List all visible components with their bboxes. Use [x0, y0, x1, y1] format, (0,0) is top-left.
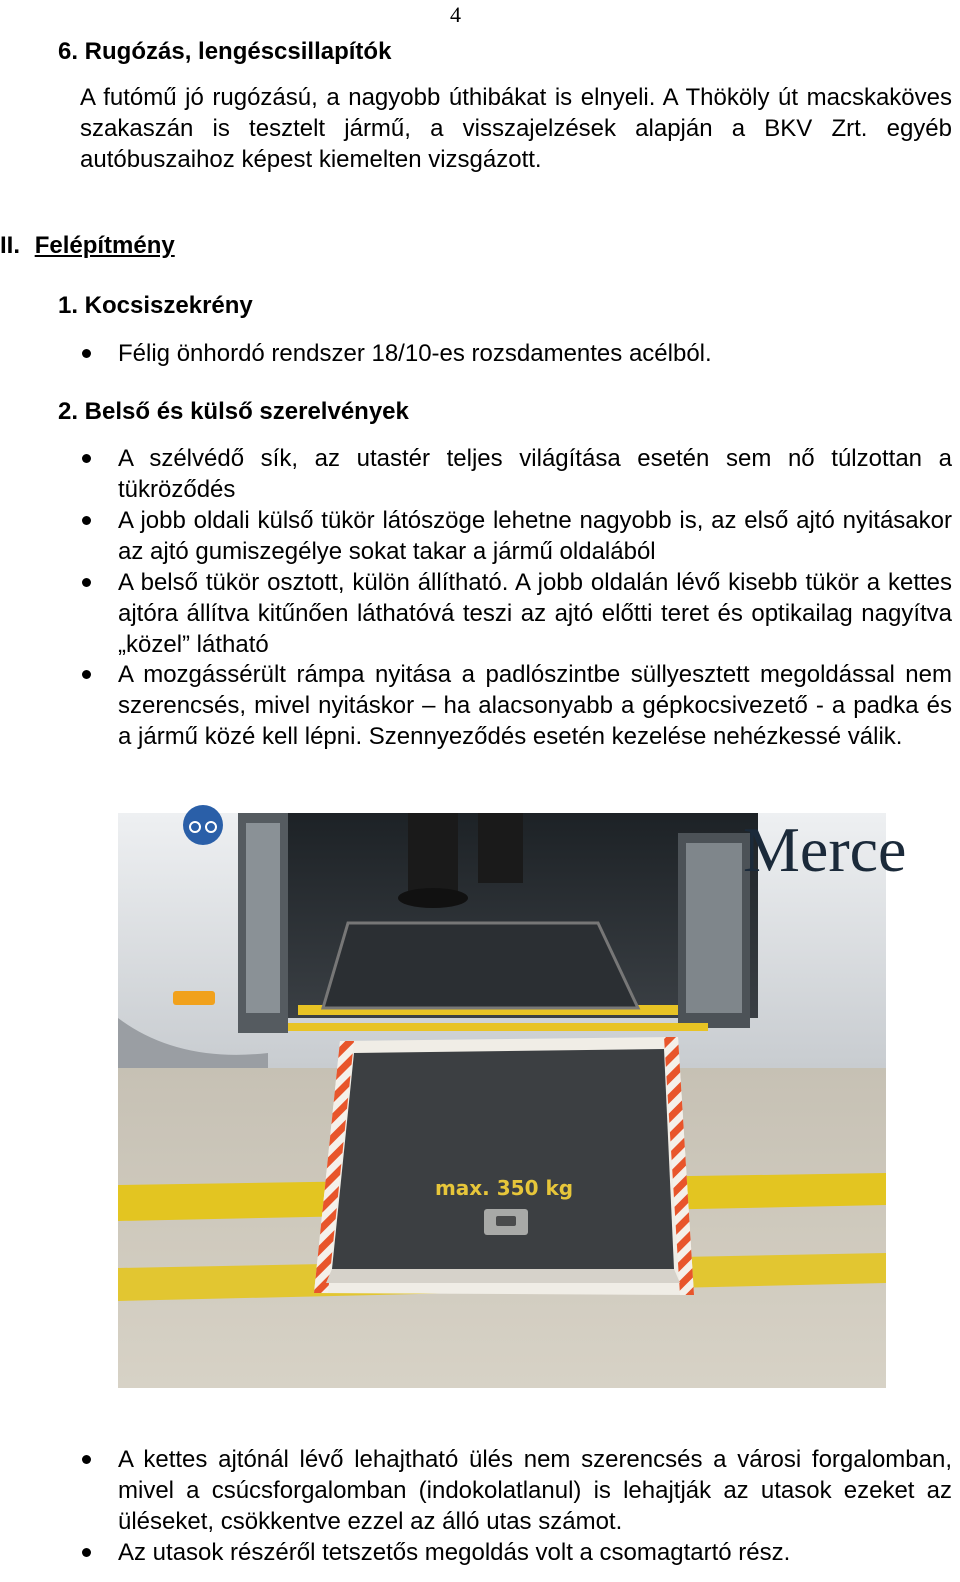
- part-heading: [0, 232, 175, 260]
- bullet-icon: [82, 516, 91, 525]
- list-item: A kettes ajtónál lévő lehajtható ülés nem szerencsés a városi forgalomban, mivel a csúcsforgalomban (indokolatlanul) is lehajtják az utasok ezeket az üléseket, csökkentve ezzel az álló utas számot.: [118, 1446, 952, 1535]
- bullet-icon: [82, 670, 91, 679]
- subsection-heading-1: 1. Kocsiszekrény: [58, 292, 253, 319]
- page-number: 4: [450, 2, 461, 27]
- part-number: II.: [0, 232, 21, 259]
- list-item: A szélvédő sík, az utastér teljes világítása esetén sem nő túlzottan a tükröződés: [118, 445, 952, 503]
- bullet-icon: [82, 578, 91, 587]
- list-item: Az utasok részéről tetszetős megoldás volt a csomagtartó rész.: [118, 1539, 791, 1566]
- bullet-icon: [82, 454, 91, 463]
- list-item: Félig önhordó rendszer 18/10-es rozsdamentes acélból.: [118, 340, 712, 367]
- ramp-load-label: max. 350 kg: [434, 1176, 574, 1200]
- photo-illustration: [118, 813, 907, 1388]
- bus-logo-text: Merce: [743, 814, 907, 885]
- bus-ramp-photo: [118, 813, 907, 1388]
- part-title: Felépítmény: [34, 232, 175, 259]
- section-heading-6: 6. Rugózás, lengéscsillapítók: [58, 38, 392, 65]
- bullet-icon: [82, 1455, 91, 1464]
- list-item: A belső tükör osztott, külön állítható. A jobb oldalán lévő kisebb tükör a kettes ajtóra állítva kitűnően láthatóvá teszi az ajtó előtti teret és optikailag nagyítva „közel” látható: [118, 569, 952, 658]
- subsection-heading-2: 2. Belső és külső szerelvények: [58, 398, 409, 425]
- list-item: A mozgássérült rámpa nyitása a padlószintbe süllyesztett megoldással nem szerencsés, mivel nyitáskor – ha alacsonyabb a gépkocsivezető - a padka és a jármű közé kell lépni. Szennyeződés esetén kezelése nehézkessé válik.: [118, 661, 952, 750]
- list-item: A jobb oldali külső tükör látószöge lehetne nagyobb is, az első ajtó nyitásakor az ajtó gumiszegélye sokat takar a jármű oldalából: [118, 507, 952, 565]
- bullet-icon: [82, 349, 91, 358]
- bullet-icon: [82, 1548, 91, 1557]
- section-6-paragraph: A futómű jó rugózású, a nagyobb úthibákat is elnyeli. A Thököly út macskaköves szakaszán is tesztelt jármű, a visszajelzések alapján a BKV Zrt. egyéb autóbuszaihoz képest kiemelten vizsgázott.: [80, 84, 952, 173]
